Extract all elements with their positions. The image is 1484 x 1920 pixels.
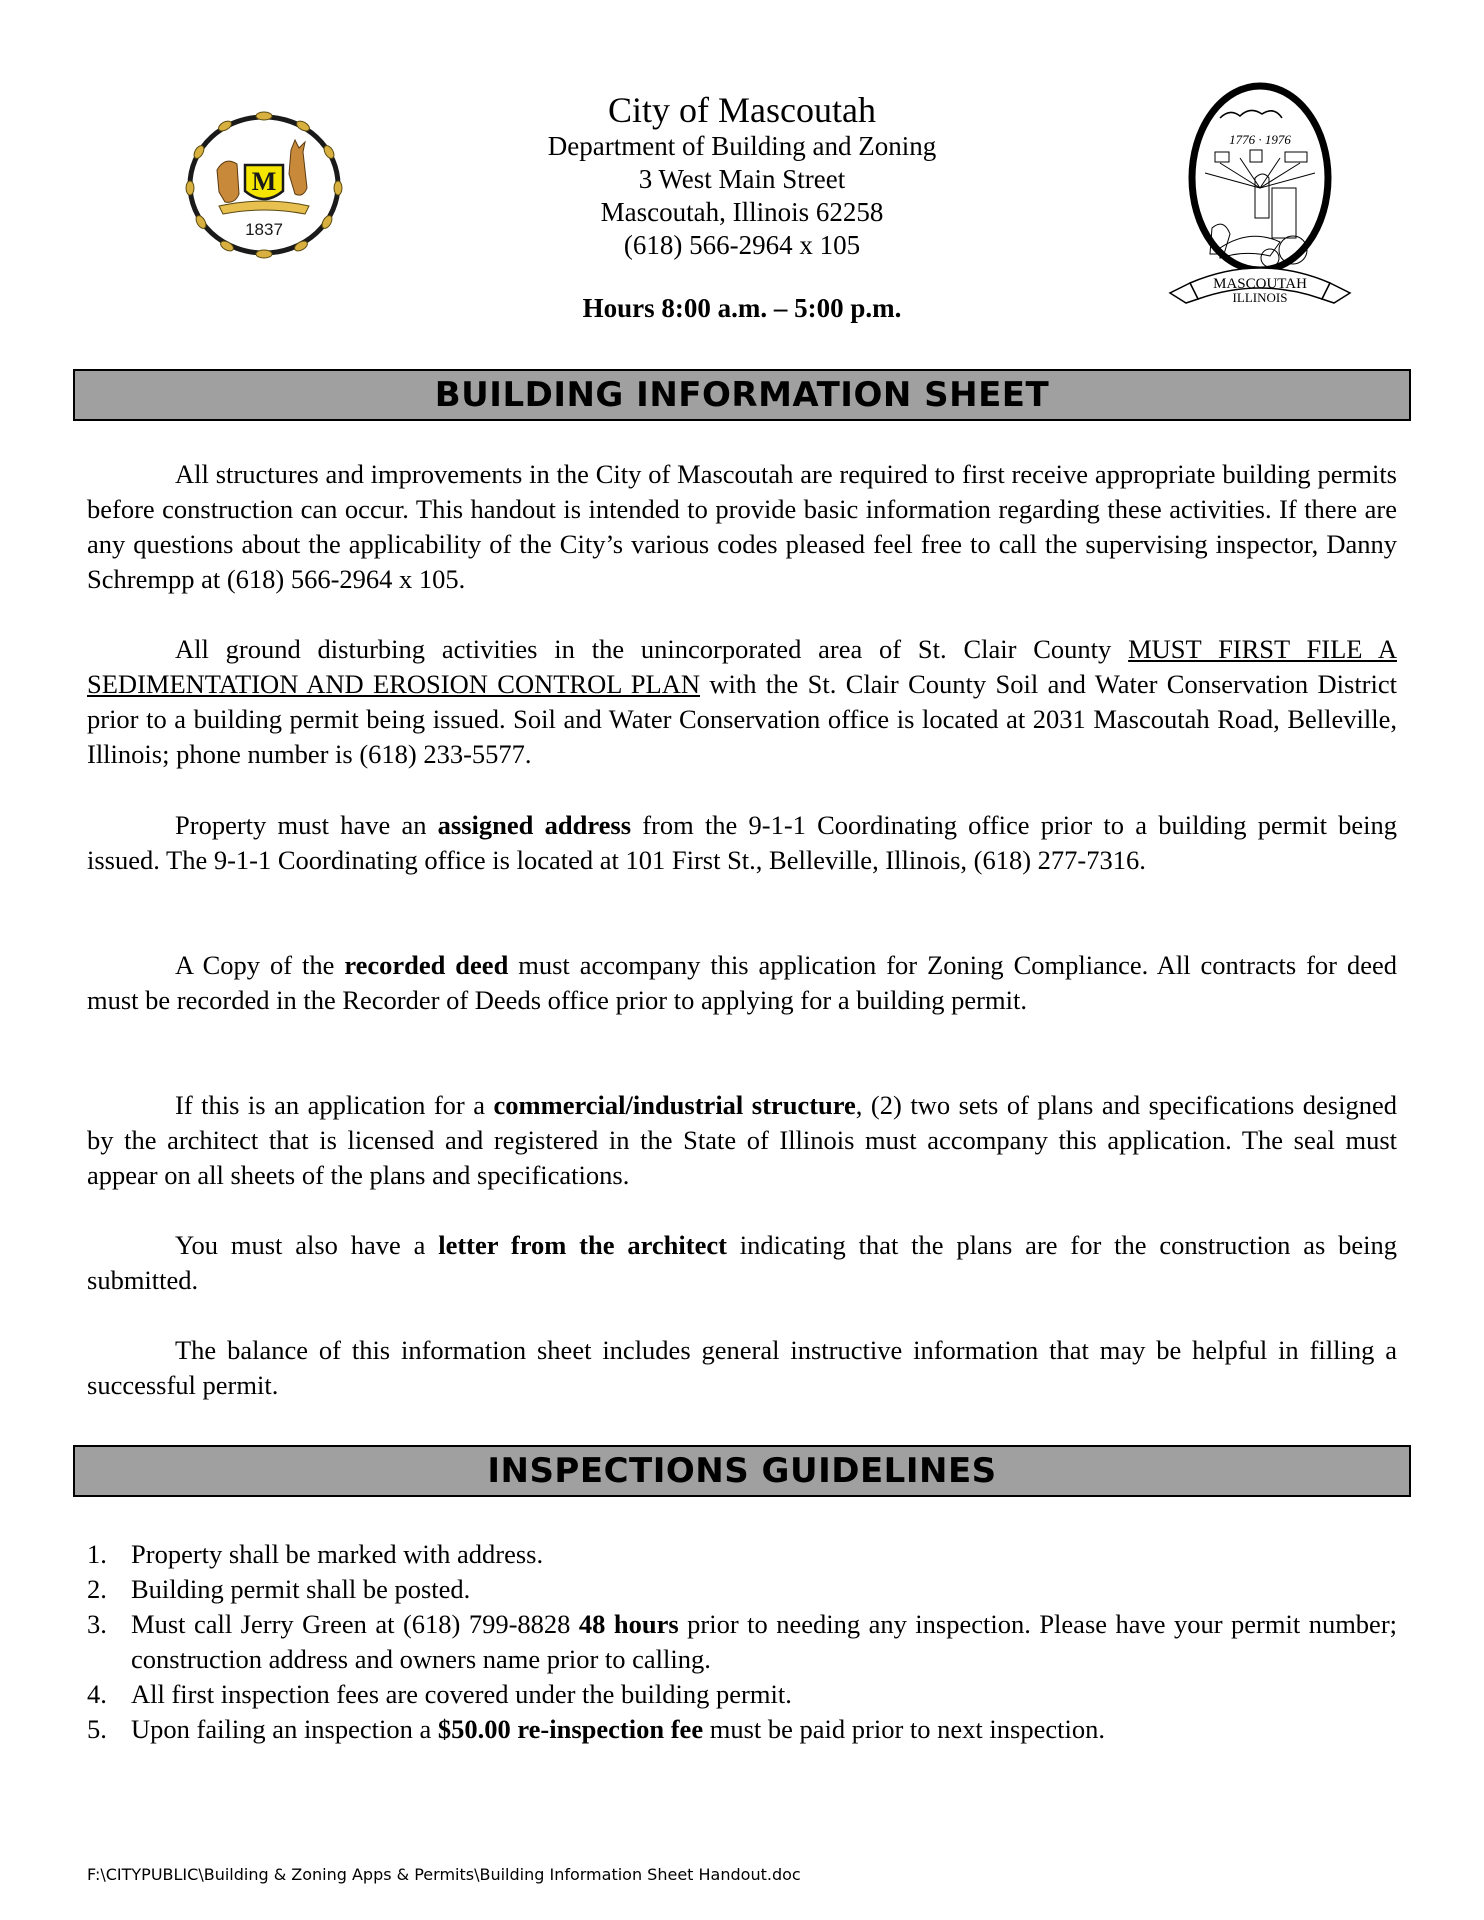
body-content	[87, 457, 1397, 597]
svg-text:MASCOUTAH: MASCOUTAH	[1213, 276, 1307, 292]
section-banner-building-information	[73, 369, 1411, 421]
paragraph-permits-required: All structures and improvements in the City of Mascoutah are required to first receive appropriate building permits before construction can occur. This handout is intended to provide basic information regarding these activities. If there are any questions about the applicability of the City’s various codes pleased feel free to call the supervising inspector, Danny Schrempp at (618) 566-2964 x 105.	[87, 459, 1397, 594]
svg-text:M: M	[251, 167, 277, 196]
svg-text:1776 · 1976: 1776 · 1976	[1229, 132, 1291, 147]
section-title: BUILDING INFORMATION SHEET	[434, 375, 1050, 415]
department-name: Department of Building and Zoning	[547, 131, 937, 161]
paragraph-commercial-structure: If this is an application for a commercial/industrial structure, (2) two sets of plans and specifications designed by the architect that is licensed and registered in the State of Illinois must accompany this application. The seal must appear on all sheets of the plans and specifications.	[87, 1090, 1397, 1190]
office-hours: Hours 8:00 a.m. – 5:00 p.m.	[582, 293, 902, 323]
body-content	[87, 948, 1397, 1018]
list-item: 5. Upon failing an inspection a $50.00 re-inspection fee must be paid prior to next inspection.	[87, 1714, 1105, 1744]
inspections-guidelines	[87, 1537, 1397, 1747]
bold-term: commercial/industrial structure	[493, 1090, 856, 1120]
svg-text:1837: 1837	[245, 220, 283, 239]
body-content	[87, 1088, 1397, 1193]
section-banner-inspections-guidelines	[73, 1445, 1411, 1497]
body-content	[87, 1228, 1397, 1298]
paragraph-architect-letter: You must also have a letter from the architect indicating that the plans are for the construction as being submitted.	[87, 1230, 1397, 1295]
city-seal-1837-icon	[183, 110, 345, 260]
phone-number: (618) 566-2964 x 105	[623, 230, 861, 260]
file-path-footer: F:\CITYPUBLIC\Building & Zoning Apps & Permits\Building Information Sheet Handout.doc	[87, 1865, 801, 1884]
paragraph-recorded-deed: A Copy of the recorded deed must accompany this application for Zoning Compliance. All contracts for deed must be recorded in the Recorder of Deeds office prior to applying for a building permit.	[87, 950, 1397, 1015]
svg-text:ILLINOIS: ILLINOIS	[1232, 290, 1288, 305]
bold-term: letter from the architect	[438, 1230, 727, 1260]
list-item: 2. Building permit shall be posted.	[87, 1574, 471, 1604]
city-name: City of Mascoutah	[608, 90, 876, 130]
list-item: 4. All first inspection fees are covered under the building permit.	[87, 1679, 792, 1709]
bicentennial-seal-icon	[1160, 78, 1360, 328]
section-title: INSPECTIONS GUIDELINES	[487, 1451, 997, 1491]
list-item: 1. Property shall be marked with address.	[87, 1539, 544, 1569]
bold-term: assigned address	[437, 810, 632, 840]
letterhead	[440, 90, 1044, 325]
body-content	[87, 1333, 1397, 1403]
list-item: 3. Must call Jerry Green at (618) 799-8828 48 hours prior to needing any inspection. Please have your permit number; construction address and owners name prior to calling.	[87, 1609, 1398, 1674]
city-state-zip: Mascoutah, Illinois 62258	[600, 197, 884, 227]
underlined-requirement: MUST FIRST FILE A SEDIMENTATION AND EROSION CONTROL PLAN	[87, 634, 1397, 699]
body-content	[87, 808, 1397, 878]
body-content	[87, 632, 1397, 772]
guidelines-list	[87, 1537, 1397, 1747]
bold-term: recorded deed	[344, 950, 509, 980]
paragraph-erosion-control: All ground disturbing activities in the unincorporated area of St. Clair County MUST FIRST FILE A SEDIMENTATION AND EROSION CONTROL PLAN with the St. Clair County Soil and Water Conservation District prior to a building permit being issued. Soil and Water Conservation office is located at 2031 Mascoutah Road, Belleville, Illinois; phone number is (618) 233-5577.	[87, 634, 1397, 769]
paragraph-assigned-address: Property must have an assigned address from the 9-1-1 Coordinating office prior to a building permit being issued. The 9-1-1 Coordinating office is located at 101 First St., Belleville, Illinois, (618) 277-7316.	[87, 810, 1398, 875]
paragraph-balance-info: The balance of this information sheet includes general instructive information that may be helpful in filling a successful permit.	[87, 1335, 1397, 1400]
street-address: 3 West Main Street	[638, 164, 846, 194]
